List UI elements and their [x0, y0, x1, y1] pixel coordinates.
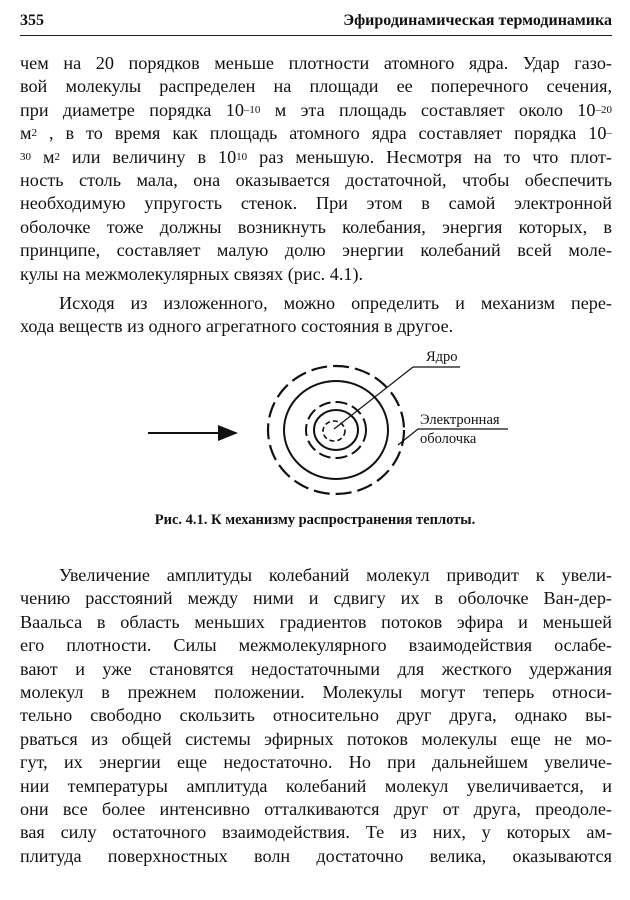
paragraph-3	[20, 564, 612, 868]
text-run: кулы на межмолекулярных связях (рис. 4.1).	[20, 263, 364, 284]
text-line: молекул в прежнем положении. Молекулы могут теперь относи-	[20, 681, 612, 702]
text-run: м эта площадь составляет около 10	[260, 99, 596, 120]
text-line	[20, 99, 612, 122]
text-line: плитуда поверхностных волн достаточно велика, оказываются	[20, 845, 612, 866]
figure-caption: Рис. 4.1. К механизму распространения теплоты.	[154, 512, 476, 528]
text-line: его плотности. Силы межмолекулярного взаимодействия ослабе-	[20, 635, 612, 656]
text-line: чению расстояний между ними и сдвигу их в оболочке Ван-дер-	[20, 588, 612, 609]
text-run: м	[31, 146, 55, 167]
text-run: чем на 20 порядков меньше плотности атомного ядра. Удар газо-	[20, 53, 612, 73]
text-line	[20, 263, 612, 286]
text-line	[20, 239, 612, 262]
nucleus-ring	[323, 421, 345, 441]
nucleus-leader-line	[334, 367, 413, 429]
text-line	[20, 52, 612, 75]
nucleus-label: Ядро	[426, 349, 458, 365]
text-line	[20, 169, 612, 192]
page-header	[20, 8, 612, 34]
page-number: 355	[20, 12, 44, 29]
text-run: при диаметре порядка 10	[20, 99, 244, 120]
text-line: нии температуры амплитуда колебаний молекул увеличивается, и	[20, 775, 612, 796]
superscript: 30	[20, 150, 31, 163]
text-line: Ваальса в область меньших градиентов потоков эфира и меньшей	[20, 611, 612, 632]
text-line	[20, 216, 612, 239]
text-line: Исходя из изложенного, можно определить и механизм пере-	[59, 293, 612, 313]
shell-label-line2: оболочка	[420, 431, 477, 447]
paragraph-1	[20, 52, 612, 286]
text-run: , в то время как площадь атомного ядра составляет порядка 10	[37, 123, 607, 144]
text-line: гут, их энергии еще недостаточно. Но при дальнейшем увеличе-	[20, 752, 612, 773]
text-line: вая силу остаточного взаимодействия. Те из них, у которых ам-	[20, 822, 612, 843]
text-line	[20, 122, 612, 145]
text-run: вой молекулы распределен на площади ее поперечного сечения,	[20, 76, 612, 97]
outer-shell-solid-ring	[284, 381, 388, 479]
shell-leader-line	[398, 429, 418, 445]
superscript: 2	[31, 127, 38, 140]
text-run: принципе, составляет малую долю энергии колебаний всей моле-	[20, 240, 612, 261]
running-title: Эфиродинамическая термодинамика	[343, 12, 612, 29]
text-run: оболочке тоже должны возникнуть колебания, энергия которых, в	[20, 216, 612, 237]
figure-4-1	[130, 345, 530, 505]
text-line	[20, 192, 612, 215]
text-line: рваться из общей системы эфирных потоков молекулы еще не мо-	[20, 728, 612, 749]
paragraph-2	[20, 292, 612, 339]
text-line: хода веществ из одного агрегатного состояния в другое.	[20, 316, 454, 337]
text-run: м	[20, 123, 32, 144]
header-rule	[20, 35, 612, 36]
outer-shell-dashed-ring	[268, 366, 404, 494]
superscript: –20	[595, 103, 612, 116]
text-run: необходимую упругость стенок. При этом в самой электронной	[20, 193, 612, 214]
text-line	[20, 146, 612, 169]
text-run: раз меньшую. Несмотря на то что плот-	[247, 146, 612, 167]
text-line: Увеличение амплитуды колебаний молекул приводит к увели-	[59, 565, 612, 585]
text-line: вают и уже становятся недостаточными для жесткого удержания	[20, 658, 612, 679]
superscript: 2	[54, 150, 60, 163]
superscript: –10	[243, 103, 261, 116]
text-run: ность столь мала, она оказывается достаточной, чтобы обеспечить	[20, 169, 612, 190]
text-line: тельно свободно скользить относительно друг друга, однако вы-	[20, 705, 612, 726]
superscript: 10	[236, 150, 248, 163]
text-run: или величину в 10	[59, 146, 237, 167]
text-line	[20, 75, 612, 98]
text-line: они все более интенсивно отталкиваются друг от друга, преодоле-	[20, 798, 612, 819]
shell-label-line1: Электронная	[420, 412, 500, 428]
superscript: –	[606, 127, 612, 140]
